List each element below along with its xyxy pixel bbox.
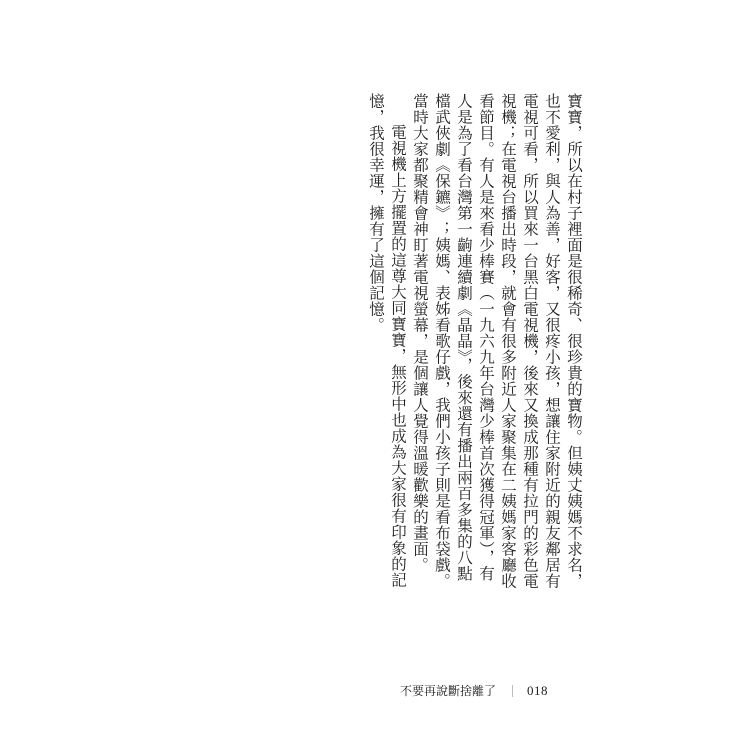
footer-divider	[512, 685, 513, 697]
running-title: 不要再說斷捨離了	[400, 684, 497, 698]
paragraph-2: 電視機上方擺置的這尊大同寶寶，無形中也成為大家很有印象的記憶，我很幸運，擁有了這個記憶。	[367, 93, 407, 588]
page-footer	[400, 682, 600, 699]
body-text	[365, 93, 585, 593]
paragraph-1: 寶寶，所以在村子裡面是很稀奇、很珍貴的寶物。但姨丈姨媽不求名，也不愛利，與人為善，好客，又很疼小孩，想讓住家附近的親友鄰居有電視可看，所以買來一台黑白電視機，後來又換成那種有拉門的彩色電視機；在電視台播出時段，就會有很多附近人家聚集在二姨媽家客廳收看節目。有人是來看少棒賽（一九六九年台灣少棒首次獲得冠軍），有人是為了看台灣第一齣連續劇《晶晶》，後來還有播出兩百多集的八點檔武俠劇《保鑣》；姨媽、表姊看歌仔戲，我們小孩子則是看布袋戲。當時大家都聚精會神盯著電視螢幕，是個讓人覺得溫暖歡樂的畫面。	[411, 93, 583, 589]
page-number: 018	[527, 682, 549, 698]
